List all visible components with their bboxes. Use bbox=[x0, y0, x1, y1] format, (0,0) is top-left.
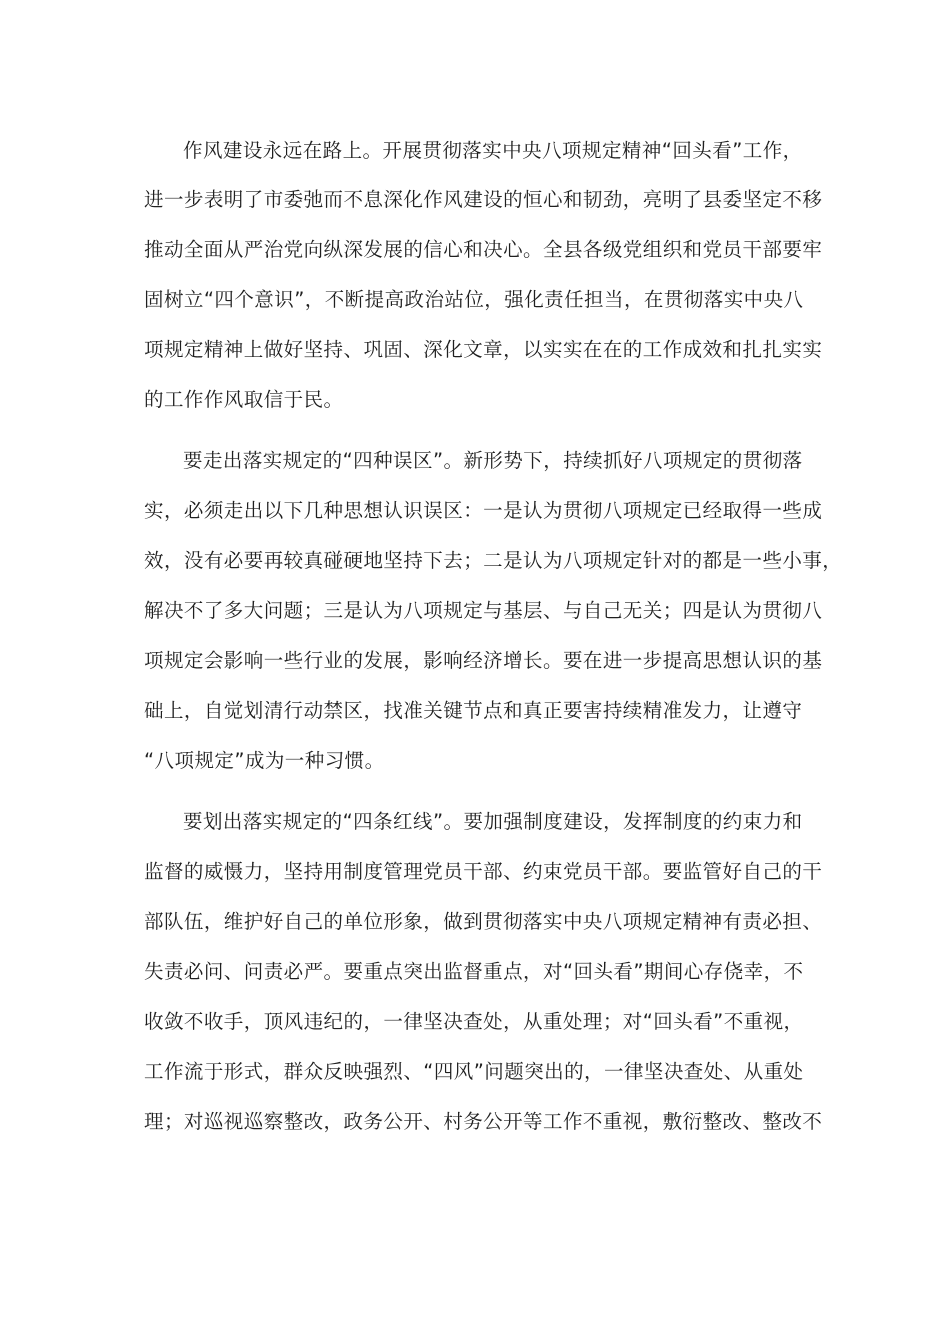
paragraph-1-line-5: 项规定精神上做好坚持、巩固、深化文章，以实实在在的工作成效和扎扎实实 bbox=[144, 338, 823, 361]
paragraph-2-line-7: “八项规定”成为一种习惯。 bbox=[144, 749, 385, 772]
paragraph-1-line-1: 作风建设永远在路上。开展贯彻落实中央八项规定精神“回头看”工作， bbox=[183, 139, 803, 162]
paragraph-3-line-2: 监督的威慑力，坚持用制度管理党员干部、约束党员干部。要监管好自己的干 bbox=[144, 860, 823, 883]
paragraph-1-line-2: 进一步表明了市委弛而不息深化作风建设的恒心和韧劲，亮明了县委坚定不移 bbox=[144, 188, 823, 211]
paragraph-1-line-3: 推动全面从严治党向纵深发展的信心和决心。全县各级党组织和党员干部要牢 bbox=[144, 238, 823, 261]
paragraph-3-line-4: 失责必问、问责必严。要重点突出监督重点，对“回头看”期间心存侥幸，不 bbox=[144, 960, 804, 983]
paragraph-2-line-6: 础上，自觉划清行动禁区，找准关键节点和真正要害持续精准发力，让遵守 bbox=[144, 699, 803, 722]
paragraph-3-line-6: 工作流于形式，群众反映强烈、“四风”问题突出的，一律坚决查处、从重处 bbox=[144, 1060, 804, 1083]
paragraph-1-line-6: 的工作作风取信于民。 bbox=[144, 388, 344, 411]
paragraph-2-line-1: 要走出落实规定的“四种误区”。新形势下，持续抓好八项规定的贯彻落 bbox=[183, 449, 803, 472]
paragraph-3-line-1: 要划出落实规定的“四条红线”。要加强制度建设，发挥制度的约束力和 bbox=[183, 810, 803, 833]
paragraph-3-line-7: 理；对巡视巡察整改，政务公开、村务公开等工作不重视，敷衍整改、整改不 bbox=[144, 1110, 823, 1133]
paragraph-2-line-5: 项规定会影响一些行业的发展，影响经济增长。要在进一步提高思想认识的基 bbox=[144, 649, 823, 672]
paragraph-3-line-3: 部队伍，维护好自己的单位形象，做到贯彻落实中央八项规定精神有责必担、 bbox=[144, 910, 823, 933]
paragraph-2-line-4: 解决不了多大问题；三是认为八项规定与基层、与自己无关；四是认为贯彻八 bbox=[144, 599, 823, 622]
paragraph-3-line-5: 收敛不收手，顶风违纪的，一律坚决查处，从重处理；对“回头看”不重视， bbox=[144, 1010, 804, 1033]
paragraph-2-line-2: 实，必须走出以下几种思想认识误区：一是认为贯彻八项规定已经取得一些成 bbox=[144, 499, 823, 522]
paragraph-2-line-3: 效，没有必要再较真碰硬地坚持下去；二是认为八项规定针对的都是一些小事， bbox=[144, 549, 843, 572]
paragraph-1-line-4: 固树立“四个意识”，不断提高政治站位，强化责任担当，在贯彻落实中央八 bbox=[144, 288, 804, 311]
